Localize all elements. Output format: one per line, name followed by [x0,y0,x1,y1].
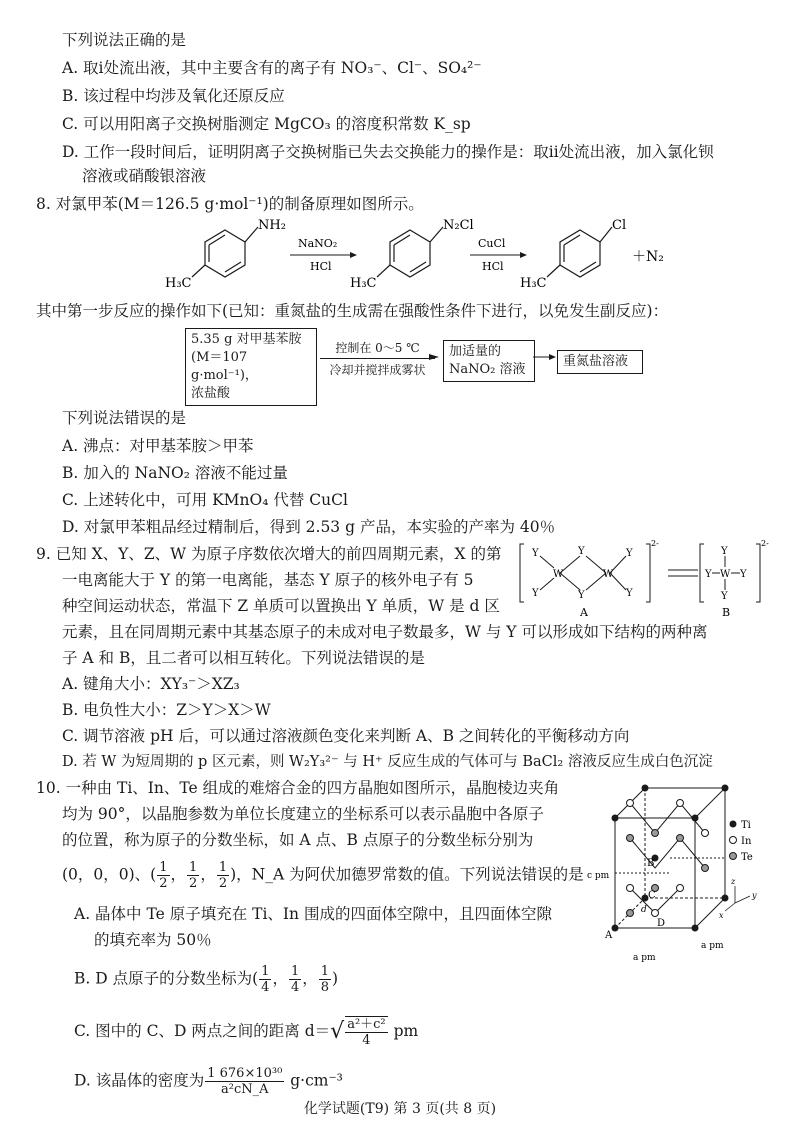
q7-option-c: C. 可以用阳离子交换树脂测定 MgCO₃ 的溶度积常数 K_sp [62,115,471,133]
label-a-pm-1: a pm [633,953,656,963]
q9-line-5: 子 A 和 B，且二者可以相互转化。下列说法错误的是 [62,649,425,667]
flow-arrowhead-1 [429,352,443,362]
svg-text:Y: Y [721,546,728,557]
m1-methyl: H₃C [165,276,192,291]
flow-arrow-2 [533,352,557,362]
r1-bottom: HCl [310,260,332,273]
r2-bottom: HCl [482,260,504,273]
q9-option-b: B. 电负性大小：Z＞Y＞X＞W [62,701,271,719]
svg-text:A: A [605,930,613,941]
q10-line-1: 10. 一种由 Ti、In、Te 组成的难熔合金的四方晶胞如图所示，晶胞棱边夹角 [36,779,560,797]
svg-text:W: W [720,569,731,580]
q9-option-d: D. 若 W 为短周期的 p 区元素，则 W₂Y₃²⁻ 与 H⁺ 反应生成的气体可与 BaCl₂ 溶液反应生成白色沉淀 [62,754,713,770]
q7-option-d-cont: 溶液或硝酸银溶液 [82,167,207,185]
q7-stem: 下列说法正确的是 [62,31,187,49]
svg-text:W: W [553,569,564,580]
molecule-diazonium [377,227,443,277]
q10-option-b: B. D 点原子的分数坐标为( $\frac{1}{4}$ ， $\frac{1}{4}$ ， $\frac{1}{8}$ ) [74,964,339,995]
svg-text:Y: Y [532,548,539,559]
m3-group: Cl [612,218,627,233]
q9-line-4: 元素，且在同周期元素中其基态原子的未成对电子数最多，W 与 Y 可以形成如下结构的两种离 [62,623,708,641]
svg-text:B: B [647,858,655,869]
q10-option-d: D. 该晶体的密度为 $\frac{\text{1 676×10³⁰}}{\text{a²cN\_A}}$ g·cm⁻³ [74,1066,343,1097]
q7-option-d: D. 工作一段时间后，证明阴离子交换树脂已失去交换能力的操作是：取ⅱ处流出液，加入氯化钡 [62,143,714,161]
m1-group: NH₂ [258,218,286,233]
label-c-pm: c pm [587,871,610,881]
svg-text:Y: Y [721,591,728,602]
legend-ti: Ti [741,820,751,831]
ion-b-label: B [722,606,731,619]
flow-arrow1-label: 控制在 0～5 ℃ 冷却并搅拌成雾状 [320,340,435,378]
svg-text:x: x [719,911,724,920]
svg-text:Y: Y [578,590,585,601]
page-footer: 化学试题(T9) 第 3 页(共 8 页) [303,1101,497,1117]
q10-line-3: 的位置，称为原子的分数坐标，如 A 点、B 点原子的分数坐标分别为 [62,831,534,849]
flow-box-nano2: 加适量的 NaNO₂ 溶液 [443,340,535,382]
svg-text:2-: 2- [761,539,769,548]
legend-in: In [741,836,752,847]
flow-box-reactants: 5.35 g 对甲基苯胺 (M＝107 g·mol⁻¹)， 浓盐酸 [185,328,317,406]
svg-text:y: y [752,891,757,900]
q10-unit-cell-figure [585,778,785,973]
q8-step-note: 其中第一步反应的操作如下(已知：重氮盐的生成需在强酸性条件下进行，以免发生副反应)： [36,302,669,320]
svg-text:Y: Y [705,569,712,580]
svg-text:d: d [641,905,647,915]
q8-reaction-scheme [150,215,670,295]
label-a-pm-2: a pm [701,941,724,951]
svg-text:Y: Y [626,548,633,559]
svg-text:C: C [648,890,656,901]
q10-option-a: A. 晶体中 Te 原子填充在 Ti、In 围成的四面体空隙中，且四面体空隙 [74,905,552,923]
q9-option-a: A. 键角大小：XY₃⁻＞XZ₃ [62,675,240,693]
q9-ion-structures [520,538,769,620]
flow-box-product: 重氮盐溶液 [557,350,643,374]
q7-option-a: A. 取ⅰ处流出液，其中主要含有的离子有 NO₃⁻、Cl⁻、SO₄²⁻ [62,59,482,77]
svg-text:Y: Y [578,546,585,557]
q10-option-c: C. 图中的 C、D 两点之间的距离 d＝√ $\frac{\text{a²＋c²}}{4}$ pm [74,1017,419,1048]
r2-top: CuCl [478,237,506,250]
legend-te: Te [741,852,753,863]
q10-line-2: 均为 90°，以晶胞参数为单位长度建立的坐标系可以表示晶胞中各原子 [62,805,544,823]
svg-text:z: z [731,877,736,886]
svg-text:2-: 2- [651,539,659,548]
svg-text:W: W [603,569,614,580]
q9-option-c: C. 调节溶液 pH 后，可以通过溶液颜色变化来判断 A、B 之间转化的平衡移动方向 [62,727,630,745]
q8-stem: 下列说法错误的是 [62,409,187,427]
molecule-p-toluidine [192,227,258,277]
r1-top: NaNO₂ [298,237,338,250]
q8-option-c: C. 上述转化中，可用 KMnO₄ 代替 CuCl [62,491,348,509]
molecule-p-chlorotoluene [547,227,612,277]
q8-option-a: A. 沸点：对甲基苯胺＞甲苯 [62,437,254,455]
axes-icon [725,886,750,911]
svg-text:Y: Y [532,588,539,599]
q9-line-1: 9. 已知 X、Y、Z、W 为原子序数依次增大的前四周期元素，X 的第 [36,545,502,563]
m2-group: N₂Cl [443,218,474,233]
ion-a-label: A [580,606,588,619]
m2-methyl: H₃C [350,276,377,291]
q10-option-a-cont: 的填充率为 50％ [94,931,212,949]
svg-text:Y: Y [740,569,747,580]
svg-text:D: D [657,918,666,929]
q9-line-2: 一电离能大于 Y 的第一电离能，基态 Y 原子的核外电子有 5 [62,571,474,589]
m3-methyl: H₃C [520,276,547,291]
q8-option-d: D. 对氯甲苯粗品经过精制后，得到 2.53 g 产品，本实验的产率为 40％ [62,518,556,536]
svg-text:Y: Y [626,588,633,599]
q8-intro: 8. 对氯甲苯(M＝126.5 g·mol⁻¹)的制备原理如图所示。 [36,195,424,213]
q7-option-b: B. 该过程中均涉及氧化还原反应 [62,87,285,105]
q8-option-b: B. 加入的 NaNO₂ 溶液不能过量 [62,464,288,482]
q10-line-4: (0，0，0)、( $\frac{1}{2}$ ， $\frac{1}{2}$ ， $\frac{1}{2}$ )，N_A 为阿伏加德罗常数的值。下列说法错误的是 [62,860,584,891]
q9-line-3: 种空间运动状态，常温下 Z 单质可以置换出 Y 单质，W 是 d 区 [62,597,500,615]
byproduct: ＋N₂ [632,249,664,265]
